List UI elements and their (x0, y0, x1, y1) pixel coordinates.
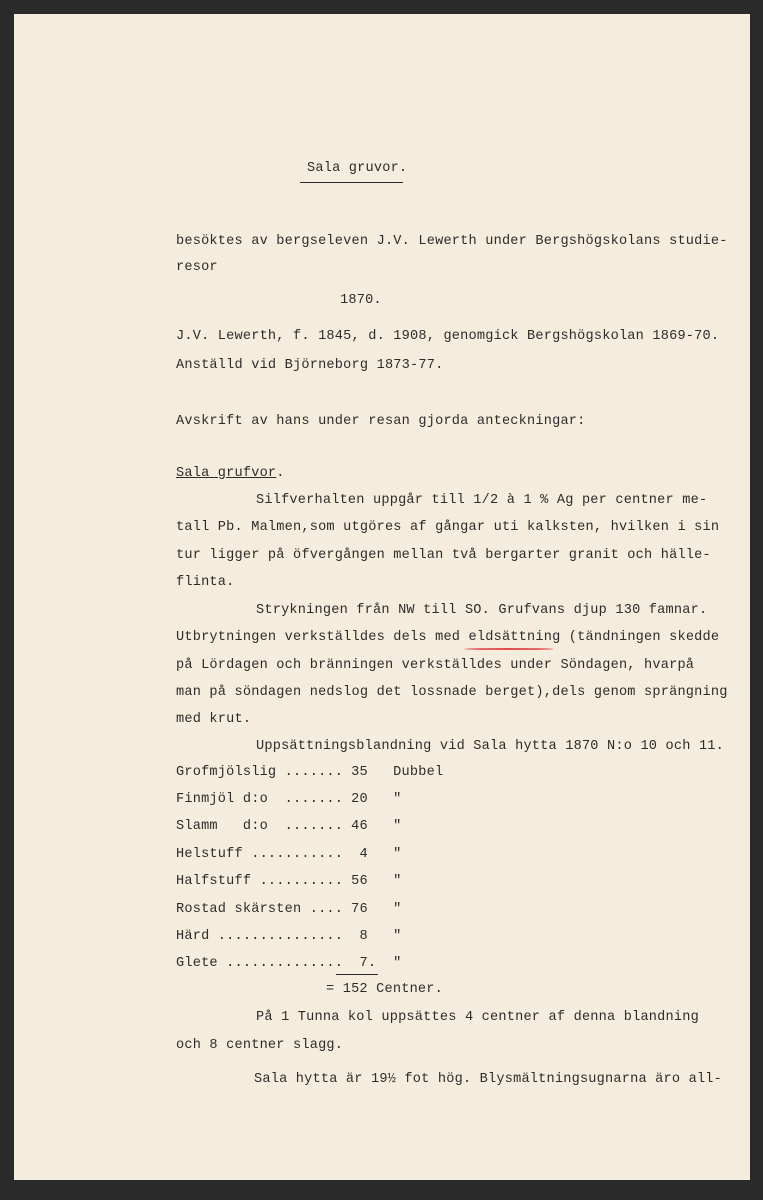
mix-total: = 152 Centner. (326, 982, 444, 997)
para1-line-4: flinta. (176, 575, 235, 590)
para2-line-2 (176, 629, 719, 647)
bio-line-2: Anställd vid Björneborg 1873-77. (176, 358, 444, 373)
section-heading (176, 465, 285, 483)
para4-line-1: Sala hytta är 19½ fot hög. Blysmältningsugnarna äro all- (254, 1072, 723, 1087)
mix-row-name: Rostad skärsten .... (176, 902, 344, 917)
mix-row-unit: " (393, 847, 402, 862)
para1-line-2: tall Pb. Malmen,som utgöres af gångar uti kalksten, hvilken i sin (176, 520, 720, 535)
title-underline (300, 182, 403, 183)
para1-line-1: Silfverhalten uppgår till 1/2 à 1 % Ag per centner me- (256, 493, 708, 508)
para2-line-5: med krut. (176, 712, 252, 727)
mix-row (176, 791, 402, 809)
para2-text: (tändningen skedde (560, 630, 720, 645)
mix-row-name: Slamm d:o ....... (176, 819, 344, 834)
mix-row-qty: 76 (351, 902, 368, 917)
mix-row-qty: 8 (351, 929, 368, 944)
sum-rule (336, 974, 378, 975)
mix-row-name: Glete .............. (176, 956, 344, 971)
para3-line-1: På 1 Tunna kol uppsättes 4 centner af denna blandning (256, 1010, 699, 1025)
para2-text: Utbrytningen verkställdes dels med (176, 630, 469, 645)
mix-row-name: Finmjöl d:o ....... (176, 792, 344, 807)
mix-row (176, 846, 402, 864)
mix-row-unit: " (393, 929, 402, 944)
mix-row (176, 818, 402, 836)
mix-row (176, 901, 402, 919)
red-marked-word: eldsättning (468, 630, 561, 645)
page-title: Sala gruvor. (307, 161, 408, 176)
section-heading-dot: . (276, 466, 285, 481)
mix-row-unit: " (393, 902, 402, 917)
mix-row-name: Grofmjölslig ....... (176, 765, 344, 780)
mix-row-qty: 46 (351, 819, 368, 834)
mix-row-qty: 4 (351, 847, 368, 862)
para2-line-4: man på söndagen nedslog det lossnade berget),dels genom sprängning (176, 685, 728, 700)
para2-line-1: Strykningen från NW till SO. Grufvans djup 130 famnar. (256, 603, 708, 618)
mix-row (176, 764, 443, 782)
bio-line-1: J.V. Lewerth, f. 1845, d. 1908, genomgick Bergshögskolan 1869-70. (176, 329, 720, 344)
mix-row (176, 928, 402, 946)
mix-row-qty: 35 (351, 765, 368, 780)
transcript-heading: Avskrift av hans under resan gjorda anteckningar: (176, 414, 586, 429)
mix-row-name: Härd ............... (176, 929, 344, 944)
mix-heading: Uppsättningsblandning vid Sala hytta 1870 N:o 10 och 11. (256, 739, 725, 754)
mix-row-name: Helstuff ........... (176, 847, 344, 862)
mix-row-qty: 7. (351, 956, 377, 971)
mix-row (176, 873, 402, 891)
mix-row-unit: " (393, 956, 402, 971)
para2-line-3: på Lördagen och bränningen verkställdes under Söndagen, hvarpå (176, 658, 695, 673)
mix-row (176, 955, 402, 973)
intro-year: 1870. (340, 293, 382, 308)
mix-row-name: Halfstuff .......... (176, 874, 344, 889)
mix-row-unit: " (393, 874, 402, 889)
mix-row-qty: 56 (351, 874, 368, 889)
red-underline-annotation (464, 648, 554, 650)
section-heading-text: Sala grufvor (176, 466, 277, 481)
para3-line-2: och 8 centner slagg. (176, 1038, 344, 1053)
mix-row-unit: " (393, 819, 402, 834)
document-page (14, 14, 750, 1180)
intro-line-1: besöktes av bergseleven J.V. Lewerth under Bergshögskolans studie- (176, 234, 728, 249)
mix-row-unit: " (393, 792, 402, 807)
mix-row-qty: 20 (351, 792, 368, 807)
para1-line-3: tur ligger på öfvergången mellan två bergarter granit och hälle- (176, 548, 711, 563)
intro-line-2: resor (176, 260, 218, 275)
mix-row-unit: Dubbel (393, 765, 444, 780)
